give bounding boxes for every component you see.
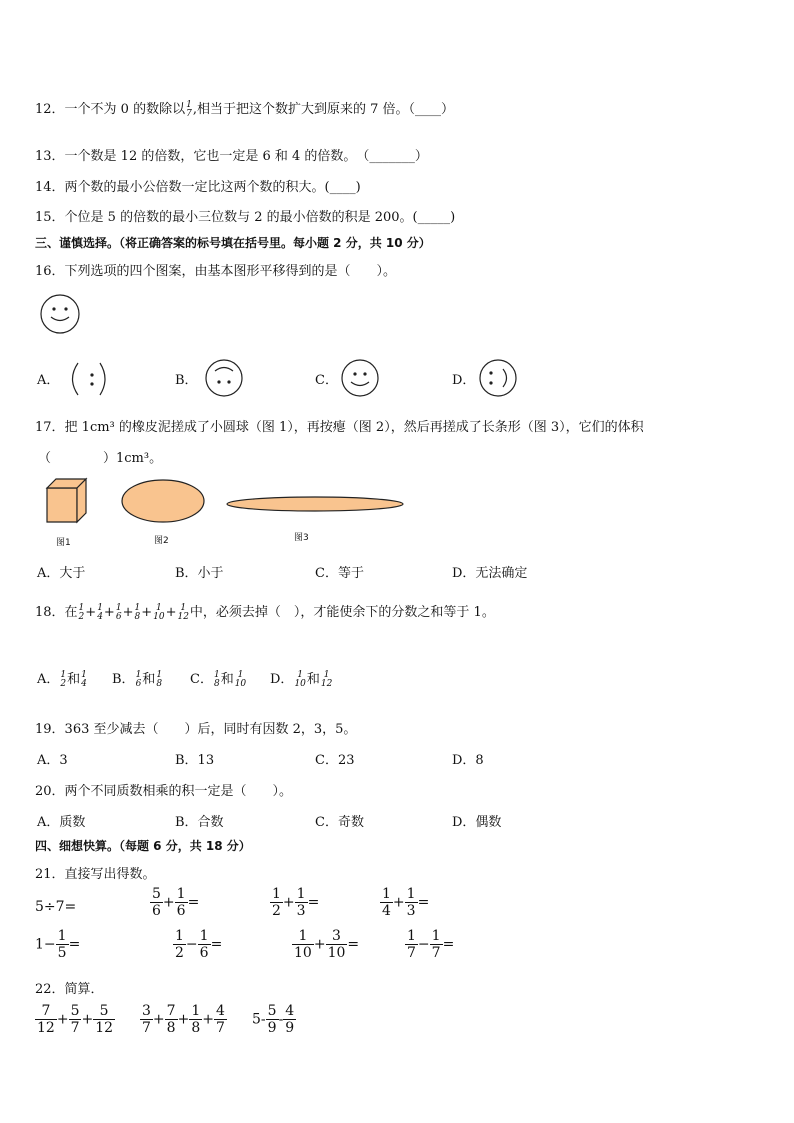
numerator: 1 <box>134 602 141 613</box>
fraction <box>380 887 393 918</box>
fraction <box>405 887 418 918</box>
fraction <box>320 671 333 689</box>
question-13: 13．一个数是 12 的倍数，它也一定是 6 和 4 的倍数。 （_______） <box>35 149 428 164</box>
operator: 1− <box>35 936 56 953</box>
fraction <box>198 929 211 960</box>
numerator: 1 <box>156 669 163 680</box>
denominator: 12 <box>95 1020 114 1036</box>
denominator: 8 <box>134 611 141 622</box>
numerator: 5 <box>152 886 161 902</box>
operator: + <box>282 894 295 911</box>
operator: + <box>162 894 175 911</box>
numerator: 5 <box>93 1004 115 1020</box>
denominator: 4 <box>97 611 103 622</box>
q17-option-d[interactable]: D．无法确定 <box>452 566 528 581</box>
option-c-figure <box>339 358 381 398</box>
plus-sign: + <box>165 605 177 620</box>
denominator: 2 <box>78 611 85 622</box>
calc-item <box>173 929 222 960</box>
operator: + <box>313 936 326 953</box>
q17-option-c[interactable]: C．等于 <box>315 566 364 581</box>
question-15: 15．个位是 5 的倍数的最小三位数与 2 的最小倍数的积是 200。(_____) <box>35 210 456 225</box>
section-3-heading: 三、谨慎选择。（将正确答案的标号填在括号里。每小题 2 分，共 10 分） <box>35 236 431 250</box>
option-label: B． <box>112 672 135 687</box>
q20-option-d[interactable]: D．偶数 <box>452 815 502 830</box>
denominator: 7 <box>431 945 441 961</box>
and-word: 和 <box>220 672 234 687</box>
fraction: 1 7 <box>186 99 192 119</box>
fraction <box>293 671 306 689</box>
calc-item <box>150 887 199 918</box>
q19-option-d[interactable]: D．8 <box>452 753 484 768</box>
q17-option-a[interactable]: A．大于 <box>37 566 86 581</box>
q18-option-a[interactable] <box>37 668 88 689</box>
option-d-figure <box>477 358 519 398</box>
q20-option-c[interactable]: C．奇数 <box>315 815 364 830</box>
fraction <box>266 1004 279 1035</box>
calc-item <box>35 929 80 960</box>
fraction <box>283 1004 296 1035</box>
operator: − <box>417 936 430 953</box>
smiley-face-figure <box>38 292 82 336</box>
figure-2-caption: 图2 <box>154 536 169 546</box>
question-12: 12．一个不为 0 的数除以 1 7 ,相当于把这个数扩大到原来的 7 倍。（____） <box>35 99 454 119</box>
denominator: 2 <box>60 678 67 689</box>
denominator: 12 <box>320 678 333 689</box>
equals-sign: = <box>347 936 360 953</box>
numerator: 1 <box>191 1003 201 1019</box>
numerator: 1 <box>237 669 244 680</box>
fraction <box>326 929 348 960</box>
numerator: 1 <box>60 669 67 680</box>
plus-sign: + <box>202 1011 214 1028</box>
figure-3-caption: 图3 <box>294 533 309 543</box>
denominator: 4 <box>81 678 87 689</box>
denominator: 8 <box>156 678 163 689</box>
numerator: 1 <box>78 602 85 613</box>
question-18: 18．在 1 2 + 1 4 + 1 6 + 1 8 + 1 10 + 1 12 中，必须去掉（ ），才能使余下的分数之和等于 1。 <box>35 602 495 622</box>
question-19: 19．363 至少减去（ ）后，同时有因数 2，3，5。 <box>35 722 357 737</box>
numerator: 1 <box>199 928 209 944</box>
numerator: 1 <box>297 669 304 680</box>
option-label: A． <box>37 672 60 687</box>
operator: + <box>392 894 405 911</box>
question-16: 16．下列选项的四个图案，由基本图形平移得到的是（ ）。 <box>35 264 397 279</box>
and-word: 和 <box>306 672 320 687</box>
denominator: 8 <box>191 1020 201 1036</box>
calc-item <box>380 887 429 918</box>
equals-sign: = <box>187 894 200 911</box>
numerator: 1 <box>323 669 330 680</box>
denominator: 12 <box>177 611 189 622</box>
denominator: 8 <box>213 678 220 689</box>
fraction <box>140 1004 153 1035</box>
calc-item <box>292 929 359 960</box>
numerator: 1 <box>97 602 103 613</box>
fraction <box>213 671 221 689</box>
fraction <box>69 1004 82 1035</box>
numerator: 1 <box>155 602 162 613</box>
equals-sign: = <box>210 936 223 953</box>
numerator: 1 <box>176 886 186 902</box>
denominator: 6 <box>115 611 122 622</box>
numerator: 1 <box>135 669 142 680</box>
denominator: 8 <box>166 1020 176 1036</box>
fraction <box>56 929 69 960</box>
fraction <box>80 671 88 689</box>
simplify-expression-2 <box>140 1004 227 1035</box>
plus-sign: + <box>122 605 134 620</box>
q19-option-b[interactable]: B．13 <box>175 753 215 768</box>
q19-option-a[interactable]: A．3 <box>37 753 68 768</box>
figure-1-caption: 图1 <box>56 538 71 548</box>
and-word: 和 <box>67 672 81 687</box>
fraction <box>295 887 308 918</box>
denominator: 6 <box>152 903 161 919</box>
calc-item <box>270 887 319 918</box>
operator: − <box>185 936 198 953</box>
numerator: 1 <box>406 886 416 902</box>
section-4-heading: 四、细想快算。（每题 6 分，共 18 分） <box>35 839 251 853</box>
plus-sign: + <box>103 605 115 620</box>
denominator: 10 <box>327 945 346 961</box>
equals-sign: = <box>442 936 455 953</box>
numerator: 1 <box>272 886 281 902</box>
numerator: 1 <box>115 602 122 613</box>
option-label: C． <box>190 672 213 687</box>
numerator: 1 <box>296 886 306 902</box>
question-14: 14．两个数的最小公倍数一定比这两个数的积大。(____) <box>35 180 361 195</box>
denominator: 9 <box>267 1020 277 1036</box>
fraction <box>35 1004 57 1035</box>
denominator: 10 <box>234 678 247 689</box>
simplify-expression-1 <box>35 1004 115 1035</box>
denominator: 9 <box>285 1020 295 1036</box>
plus-sign: + <box>152 1011 165 1028</box>
fraction <box>270 887 283 918</box>
denominator: 3 <box>296 903 306 919</box>
denominator: 6 <box>135 678 142 689</box>
fraction <box>150 887 163 918</box>
numerator: 5 <box>70 1003 80 1019</box>
denominator: 5 <box>57 945 67 961</box>
fraction <box>173 929 186 960</box>
fraction <box>405 929 418 960</box>
denominator: 3 <box>406 903 416 919</box>
plus-sign: + <box>56 1011 69 1028</box>
question-20: 20．两个不同质数相乘的积一定是（ ）。 <box>35 784 293 799</box>
operator: - <box>278 1011 284 1028</box>
q18-option-c[interactable] <box>190 668 247 689</box>
q16-option-d-label[interactable]: D． <box>452 373 476 388</box>
question-21: 21．直接写出得数。 <box>35 867 156 882</box>
q20-option-a[interactable]: A．质数 <box>37 815 86 830</box>
denominator: 7 <box>142 1020 151 1036</box>
fraction <box>292 929 314 960</box>
numerator: 1 <box>382 886 391 902</box>
denominator: 7 <box>407 945 416 961</box>
calc-item <box>405 929 454 960</box>
option-a-figure <box>66 360 110 398</box>
question-22: 22．简算． <box>35 982 104 997</box>
q16-option-b-label[interactable]: B． <box>175 373 198 388</box>
numerator: 1 <box>407 928 416 944</box>
q17-option-b[interactable]: B．小于 <box>175 566 224 581</box>
numerator: 1 <box>81 669 87 680</box>
q20-option-b[interactable]: B．合数 <box>175 815 224 830</box>
numerator: 1 <box>213 669 220 680</box>
fraction <box>189 1004 202 1035</box>
numerator: 4 <box>215 1003 225 1019</box>
numerator: 7 <box>166 1003 176 1019</box>
fraction <box>165 1004 178 1035</box>
denominator: 2 <box>272 903 281 919</box>
fraction <box>175 887 188 918</box>
numerator: 1 <box>431 928 441 944</box>
fraction <box>59 671 67 689</box>
plus-sign: + <box>141 605 153 620</box>
numerator: 1 <box>57 928 67 944</box>
denominator: 10 <box>153 611 165 622</box>
numerator: 3 <box>142 1003 151 1019</box>
denominator: 12 <box>37 1020 55 1036</box>
plus-sign: + <box>177 1011 190 1028</box>
calc-5-div-7: 5÷7= <box>35 899 77 915</box>
cube-figure <box>44 476 88 526</box>
numerator: 1 <box>180 602 187 613</box>
question-17: 17．把 1cm³ 的橡皮泥搓成了小圆球（图 1），再按瘪（图 2），然后再搓成了长条形（图 3），它们的体积 <box>35 420 644 435</box>
q16-option-a-label[interactable]: A． <box>37 373 60 388</box>
operator: 5- <box>252 1011 266 1028</box>
fraction <box>155 671 163 689</box>
option-b-figure <box>203 358 245 398</box>
equals-sign: = <box>68 936 81 953</box>
numerator: 7 <box>35 1004 57 1020</box>
q16-option-c-label[interactable]: C． <box>315 373 338 388</box>
denominator: 2 <box>175 945 184 961</box>
option-label: D． <box>270 672 294 687</box>
fraction <box>93 1004 115 1035</box>
denominator: 6 <box>199 945 209 961</box>
question-17-line2: （ ）1cm³。 <box>38 451 163 466</box>
numerator: 3 <box>326 929 348 945</box>
fraction-list <box>78 602 190 622</box>
numerator: 4 <box>285 1003 295 1019</box>
denominator: 10 <box>294 945 312 961</box>
fraction <box>96 604 104 622</box>
simplify-expression-3 <box>252 1004 296 1035</box>
equals-sign: = <box>307 894 320 911</box>
q18-option-d[interactable] <box>270 668 333 689</box>
q19-option-c[interactable]: C．23 <box>315 753 355 768</box>
plus-sign: + <box>85 605 97 620</box>
denominator: 4 <box>382 903 391 919</box>
equals-sign: = <box>417 894 430 911</box>
long-strip-figure <box>224 493 406 515</box>
denominator: 10 <box>294 678 306 689</box>
numerator: 1 <box>175 928 184 944</box>
denominator: 7 <box>70 1020 80 1036</box>
fraction <box>214 1004 227 1035</box>
q18-option-b[interactable] <box>112 668 163 689</box>
fraction <box>176 604 189 622</box>
fraction <box>152 604 165 622</box>
flattened-ellipse-figure <box>118 476 208 526</box>
plus-sign: + <box>81 1011 94 1028</box>
numerator: 1 <box>292 929 314 945</box>
numerator: 5 <box>267 1003 277 1019</box>
denominator: 7 <box>215 1020 225 1036</box>
denominator: 6 <box>176 903 186 919</box>
fraction <box>115 604 123 622</box>
and-word: 和 <box>142 672 156 687</box>
fraction <box>234 671 247 689</box>
fraction <box>430 929 443 960</box>
